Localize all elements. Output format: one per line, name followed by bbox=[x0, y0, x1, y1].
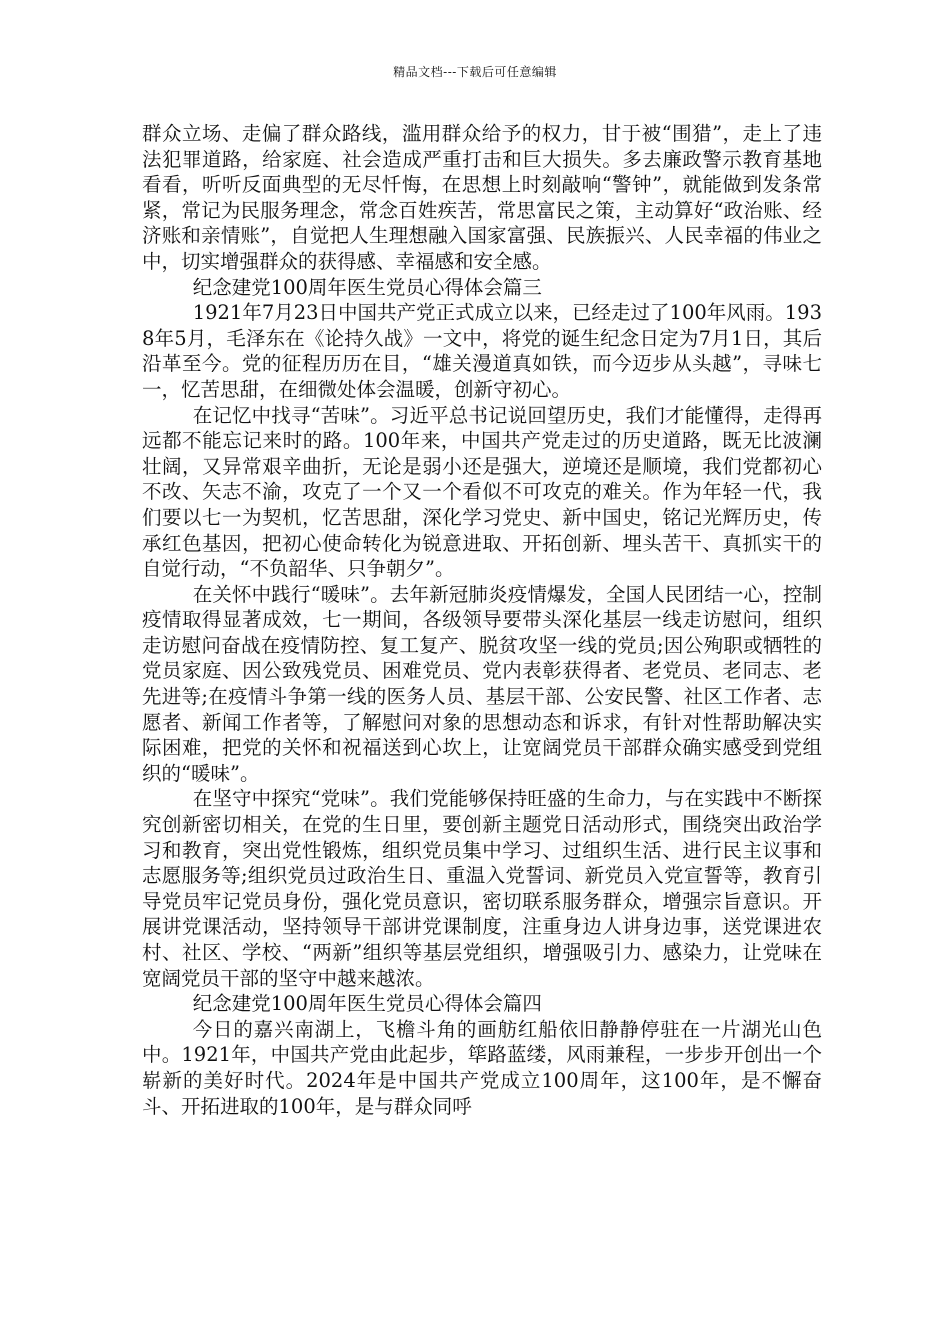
paragraph-history-intro: 1921年7月23日中国共产党正式成立以来，已经走过了100年风雨。1938年5月，毛泽东在《论持久战》一文中，将党的诞生纪念日定为7月1日，其后沿革至今。党的征程历历在目，“雄关漫道真如铁，而今迈步从头越”，寻味七一，忆苦思甜，在细微处体会温暖，创新守初心。 bbox=[142, 301, 822, 401]
page-header: 精品文档---下载后可任意编辑 bbox=[393, 65, 557, 79]
paragraph-continuation: 群众立场、走偏了群众路线，滥用群众给予的权力，甘于被“围猎”，走上了违法犯罪道路，给家庭、社会造成严重打击和巨大损失。多去廉政警示教育基地看看，听听反面典型的无尽忏悔，在思想上时刻敲响“警钟”，就能做到发条常紧，常记为民服务理念，常念百姓疾苦，常思富民之策，主动算好“政治账、经济账和亲情账”，自觉把人生理想融入国家富强、民族振兴、人民幸福的伟业之中，切实增强群众的获得感、幸福感和安全感。 bbox=[142, 122, 822, 273]
section-heading-part-three: 纪念建党100周年医生党员心得体会篇三 bbox=[192, 275, 542, 299]
paragraph-party-taste: 在坚守中探究“党味”。我们党能够保持旺盛的生命力，与在实践中不断探究创新密切相关，在党的生日里，要创新主题党日活动形式，围绕突出政治学习和教育，突出党性锻炼，组织党员集中学习、过组织生活、进行民主议事和志愿服务等;组织党员过政治生日、重温入党誓词、新党员入党宣誓等，教育引导党员牢记党员身份，强化党员意识，密切联系服务群众，增强宗旨意识。开展讲党课活动，坚持领导干部讲党课制度，注重身边人讲身边事，送党课进农村、社区、学校、“两新”组织等基层党组织，增强吸引力、感染力，让党味在宽阔党员干部的坚守中越来越浓。 bbox=[142, 787, 822, 990]
section-heading-part-four: 纪念建党100周年医生党员心得体会篇四 bbox=[192, 992, 542, 1016]
paragraph-bitter-taste: 在记忆中找寻“苦味”。习近平总书记说回望历史，我们才能懂得，走得再远都不能忘记来时的路。100年来，中国共产党走过的历史道路，既无比波澜壮阔，又异常艰辛曲折，无论是弱小还是强大，逆境还是顺境，我们党都初心不改、矢志不渝，攻克了一个又一个看似不可攻克的难关。作为年轻一代，我们要以七一为契机，忆苦思甜，深化学习党史、新中国史，铭记光辉历史，传承红色基因，把初心使命转化为锐意进取、开拓创新、埋头苦干、真抓实干的自觉行动，“不负韶华、只争朝夕”。 bbox=[142, 403, 822, 581]
document-body bbox=[142, 121, 822, 1119]
paragraph-south-lake: 今日的嘉兴南湖上，飞檐斗角的画舫红船依旧静静停驻在一片湖光山色中。1921年，中国共产党由此起步，筚路蓝缕，风雨兼程，一步步开创出一个崭新的美好时代。2024年是中国共产党成立100周年，这100年，是不懈奋斗、开拓进取的100年，是与群众同呼 bbox=[142, 1017, 822, 1118]
paragraph-warm-taste: 在关怀中践行“暖味”。去年新冠肺炎疫情爆发，全国人民团结一心，控制疫情取得显著成效，七一期间，各级领导要带头深化基层一线走访慰问，组织走访慰问奋战在疫情防控、复工复产、脱贫攻坚一线的党员;因公殉职或牺牲的党员家庭、因公致残党员、困难党员、党内表彰获得者、老党员、老同志、老先进等;在疫情斗争第一线的医务人员、基层干部、公安民警、社区工作者、志愿者、新闻工作者等，了解慰问对象的思想动态和诉求，有针对性帮助解决实际困难，把党的关怀和祝福送到心坎上，让宽阔党员干部群众确实感受到党组织的“暖味”。 bbox=[142, 582, 822, 785]
